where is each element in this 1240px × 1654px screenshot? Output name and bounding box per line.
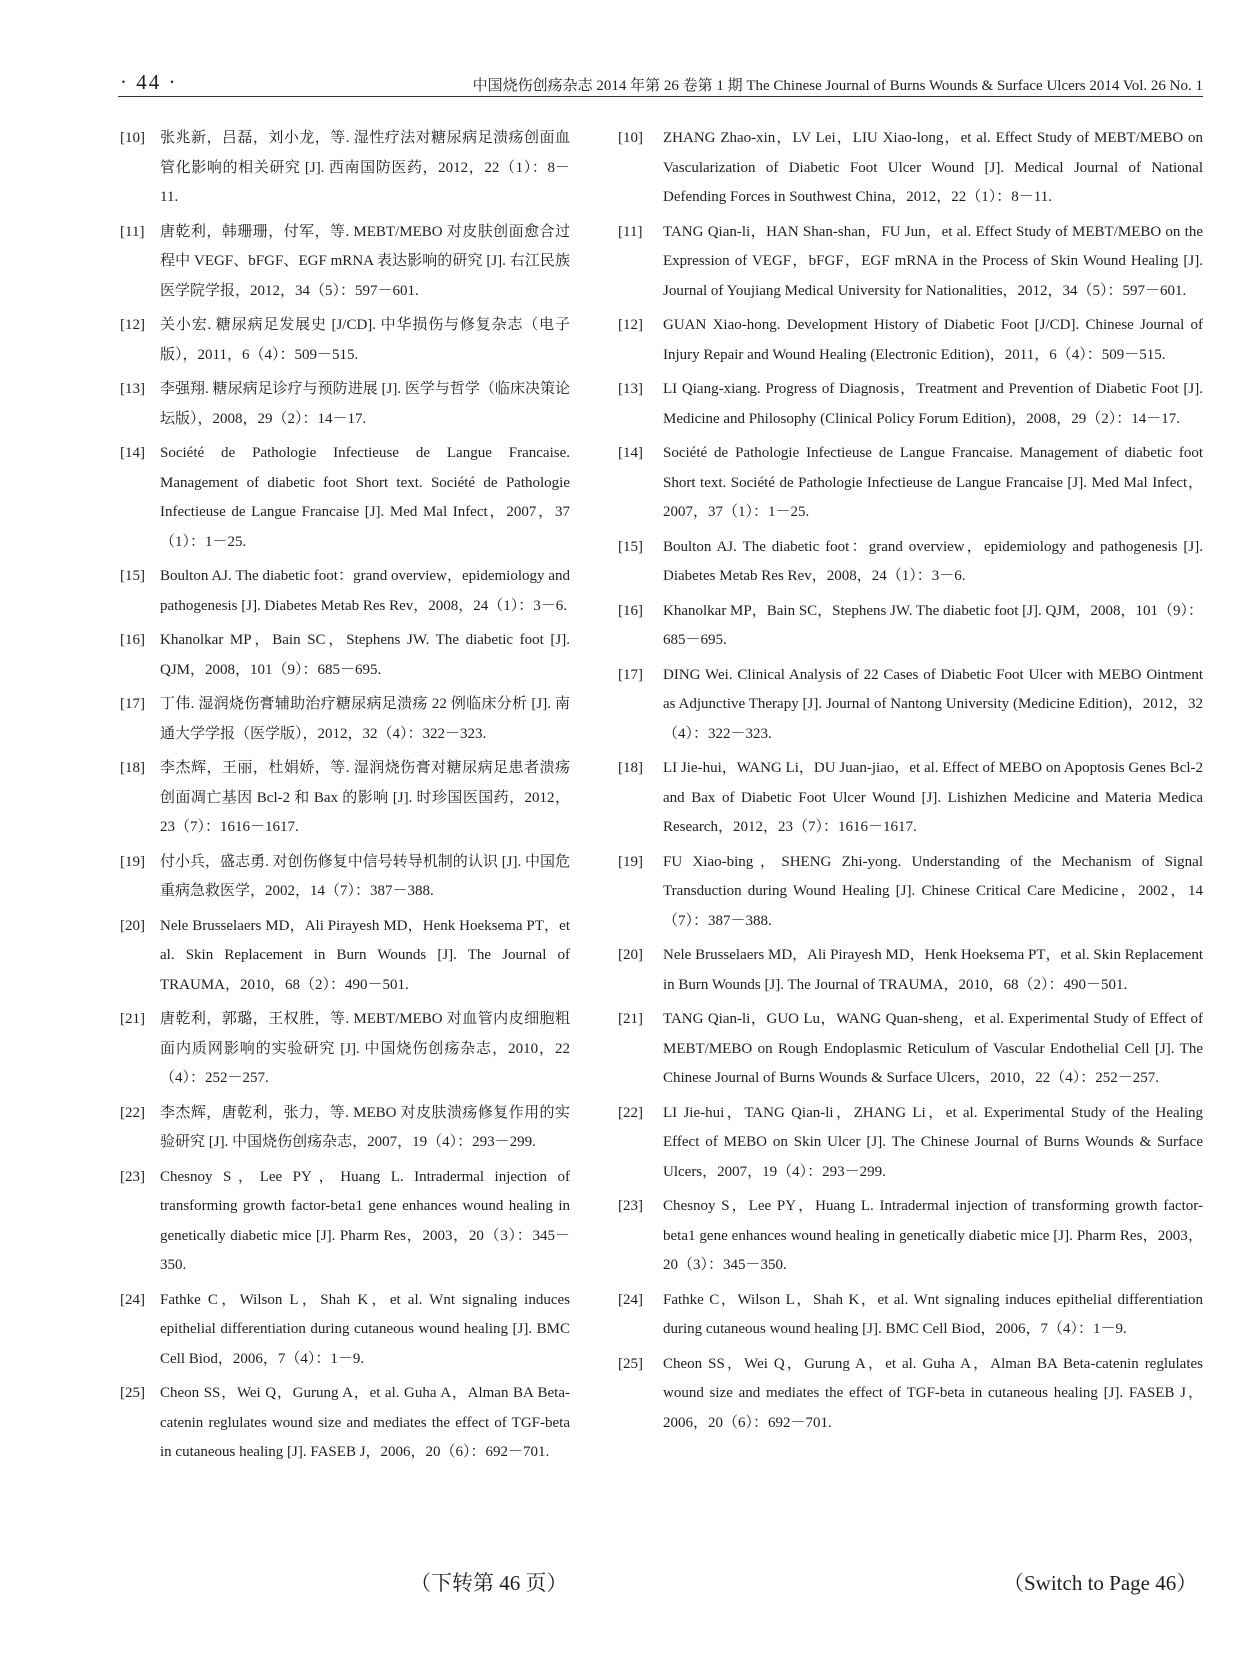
continued-note-english: （Switch to Page 46） [1003,1571,1198,1595]
reference-item [118,848,570,907]
reference-text: Fathke C，Wilson L，Shah K，et al. Wnt signaling induces epithelial differentiation during cutaneous wound healing [J]. BMC Cell Biod，2006，7（4）：1－9. [160,1291,570,1367]
reference-text: Khanolkar MP，Bain SC，Stephens JW. The diabetic foot [J]. QJM，2008，101（9）：685－695. [160,632,570,678]
reference-number: [10] [618,130,643,146]
reference-number: [25] [120,1385,145,1401]
reference-text: Nele Brusselaers MD，Ali Pirayesh MD，Henk Hoeksema PT，et al. Skin Replacement in Burn Wounds [J]. The Journal of TRAUMA，2010，68（2）：490－501. [160,917,570,993]
reference-text: 付小兵，盛志勇. 对创伤修复中信号转导机制的认识 [J]. 中国危重病急救医学，2002，14（7）：387－388. [160,853,570,899]
page-header [118,66,1203,97]
reference-text: ZHANG Zhao-xin，LV Lei，LIU Xiao-long，et al. Effect Study of MEBT/MEBO on Vascularization of Diabetic Foot Ulcer Wound [J]. Medical Journal of National Defending Forces in Southwest China，2012，22（1）：8－11. [663,130,1203,205]
reference-text: 丁伟. 湿润烧伤膏辅助治疗糖尿病足溃疡 22 例临床分析 [J]. 南通大学学报（医学版），2012，32（4）：322－323. [160,696,570,742]
reference-number: [23] [618,1198,643,1214]
reference-text: Boulton AJ. The diabetic foot：grand overview，epidemiology and pathogenesis [J]. Diabetes Metab Res Rev，2008，24（1）：3－6. [160,568,570,614]
reference-item [118,218,570,307]
reference-text: TANG Qian-li，HAN Shan-shan，FU Jun，et al. Effect Study of MEBT/MEBO on the Expression of VEGF，bFGF，EGF mRNA in the Process of Skin Wound Healing [J]. Journal of Youjiang Medical University for Nationalities，2012，34（5）：597－601. [663,223,1203,299]
reference-item [618,661,1203,750]
reference-number: [19] [120,853,145,870]
reference-number: [14] [618,445,643,461]
reference-item [118,311,570,370]
reference-number: [17] [618,666,643,683]
reference-item [618,597,1203,656]
running-title: 中国烧伤创疡杂志 2014 年第 26 卷第 1 期 The Chinese Journal of Burns Wounds & Surface Ulcers 2014 Vol. 26 No. 1 [472,78,1203,94]
reference-text: 李杰辉，王丽，杜娟娇，等. 湿润烧伤膏对糖尿病足患者溃疡创面凋亡基因 Bcl-2 和 Bax 的影响 [J]. 时珍国医国药，2012，23（7）：1616－1617. [160,760,570,835]
reference-item [118,1099,570,1158]
reference-text: Chesnoy S，Lee PY，Huang L. Intradermal injection of transforming growth factor-beta1 gene enhances wound healing in genetically diabetic mice [J]. Pharm Res，2003，20（3）：345－350. [160,1168,570,1273]
reference-number: [24] [120,1291,145,1308]
reference-item [618,1286,1203,1345]
reference-text: Société de Pathologie Infectieuse de Langue Francaise. Management of diabetic foot Short text. Société de Pathologie Infectieuse de Langue Francaise [J]. Med Mal Infect，2007，37（1）：1－25. [160,445,570,550]
reference-item [118,754,570,843]
reference-text: GUAN Xiao-hong. Development History of Diabetic Foot [J/CD]. Chinese Journal of Injury Repair and Wound Healing (Electronic Edition)，2011，6（4）：509－515. [663,317,1203,363]
reference-number: [22] [120,1104,145,1121]
reference-text: 唐乾利，郭璐，王权胜，等. MEBT/MEBO 对血管内皮细胞粗面内质网影响的实验研究 [J]. 中国烧伤创疡杂志，2010，22（4）：252－257. [160,1011,570,1086]
reference-text: 李杰辉，唐乾利，张力，等. MEBO 对皮肤溃疡修复作用的实验研究 [J]. 中国烧伤创疡杂志，2007，19（4）：293－299. [160,1104,570,1150]
reference-number: [15] [618,538,643,555]
reference-item [118,626,570,685]
reference-text: 李强翔. 糖尿病足诊疗与预防进展 [J]. 医学与哲学（临床决策论坛版），2008，29（2）：14－17. [160,381,570,427]
reference-number: [12] [120,317,145,333]
reference-text: Khanolkar MP，Bain SC，Stephens JW. The diabetic foot [J]. QJM，2008，101（9）：685－695. [663,602,1203,648]
page-number: · 44 · [120,70,178,94]
reference-item [118,124,570,213]
reference-item [618,1005,1203,1094]
reference-number: [24] [618,1291,643,1308]
reference-item [618,533,1203,592]
reference-item [118,1005,570,1094]
reference-item [618,848,1203,937]
reference-text: Cheon SS，Wei Q，Gurung A，et al. Guha A，Alman BA Beta-catenin reglulates wound size and mediates the effect of TGF-beta in cutaneous healing [J]. FASEB J，2006，20（6）：692－701. [663,1355,1203,1431]
reference-text: DING Wei. Clinical Analysis of 22 Cases of Diabetic Foot Ulcer with MEBO Ointment as Adjunctive Therapy [J]. Journal of Nantong University (Medicine Edition)，2012，32（4）：322－323. [663,666,1203,742]
reference-text: LI Jie-hui，WANG Li，DU Juan-jiao，et al. Effect of MEBO on Apoptosis Genes Bcl-2 and Bax of Diabetic Foot Ulcer Wound [J]. Lishizhen Medicine and Materia Medica Research，2012，23（7）：1616－1617. [663,760,1203,835]
reference-number: [20] [120,917,145,934]
reference-number: [16] [618,602,643,619]
reference-number: [22] [618,1104,643,1121]
reference-text: Cheon SS，Wei Q，Gurung A，et al. Guha A，Alman BA Beta-catenin reglulates wound size and mediates the effect of TGF-beta in cutaneous healing [J]. FASEB J，2006，20（6）：692－701. [160,1385,570,1460]
reference-item [618,439,1203,528]
reference-text: LI Qiang-xiang. Progress of Diagnosis，Treatment and Prevention of Diabetic Foot [J]. Medicine and Philosophy (Clinical Policy Forum Edition)，2008，29（2）：14－17. [663,381,1203,427]
reference-text: 关小宏. 糖尿病足发展史 [J/CD]. 中华损伤与修复杂志（电子版），2011，6（4）：509－515. [160,317,570,363]
reference-item [618,754,1203,843]
reference-text: LI Jie-hui，TANG Qian-li，ZHANG Li，et al. Experimental Study of the Healing Effect of MEBO on Skin Ulcer [J]. The Chinese Journal of Burns Wounds & Surface Ulcers，2007，19（4）：293－299. [663,1104,1203,1180]
reference-item [118,1379,570,1468]
reference-item [618,1099,1203,1188]
reference-number: [14] [120,445,145,461]
reference-number: [18] [618,760,643,776]
reference-item [618,218,1203,307]
reference-text: 张兆新，吕磊，刘小龙，等. 湿性疗法对糖尿病足溃疡创面血管化影响的相关研究 [J]. 西南国防医药，2012，22（1）：8－11. [160,130,570,205]
reference-text: Fathke C，Wilson L，Shah K，et al. Wnt signaling induces epithelial differentiation during cutaneous wound healing [J]. BMC Cell Biod，2006，7（4）：1－9. [663,1291,1203,1337]
reference-text: Société de Pathologie Infectieuse de Langue Francaise. Management of diabetic foot Short text. Société de Pathologie Infectieuse de Langue Francaise [J]. Med Mal Infect，2007，37（1）：1－25. [663,445,1203,520]
reference-item [118,1286,570,1375]
reference-number: [23] [120,1168,145,1185]
reference-text: Nele Brusselaers MD，Ali Pirayesh MD，Henk Hoeksema PT，et al. Skin Replacement in Burn Wounds [J]. The Journal of TRAUMA，2010，68（2）：490－501. [663,947,1203,993]
reference-number: [12] [618,317,643,333]
reference-number: [21] [618,1011,643,1027]
reference-number: [21] [120,1011,145,1027]
reference-number: [18] [120,760,145,776]
reference-text: Chesnoy S，Lee PY，Huang L. Intradermal injection of transforming growth factor-beta1 gene enhances wound healing in genetically diabetic mice [J]. Pharm Res，2003，20（3）：345－350. [663,1198,1203,1273]
reference-item [118,1163,570,1281]
reference-item [118,912,570,1001]
reference-text: TANG Qian-li，GUO Lu，WANG Quan-sheng，et al. Experimental Study of Effect of MEBT/MEBO on Rough Endoplasmic Reticulum of Vascular Endothelial Cell [J]. The Chinese Journal of Burns Wounds & Surface Ulcers，2010，22（4）：252－257. [663,1011,1203,1086]
reference-item [618,1192,1203,1281]
reference-item [618,375,1203,434]
reference-item [118,375,570,434]
reference-text: FU Xiao-bing，SHENG Zhi-yong. Understanding of the Mechanism of Signal Transduction during Wound Healing [J]. Chinese Critical Care Medicine，2002，14（7）：387－388. [663,853,1203,929]
reference-text: Boulton AJ. The diabetic foot：grand overview，epidemiology and pathogenesis [J]. Diabetes Metab Res Rev，2008，24（1）：3－6. [663,538,1203,584]
reference-number: [17] [120,696,145,712]
reference-item [618,941,1203,1000]
reference-item [618,311,1203,370]
reference-number: [16] [120,632,145,648]
reference-number: [11] [120,223,145,240]
reference-number: [15] [120,568,145,584]
reference-item [118,439,570,557]
reference-number: [10] [120,130,145,146]
reference-list-english [618,124,1203,1443]
reference-item [618,1350,1203,1439]
reference-item [618,124,1203,213]
reference-number: [20] [618,947,643,963]
reference-text: 唐乾利，韩珊珊，付军，等. MEBT/MEBO 对皮肤创面愈合过程中 VEGF、bFGF、EGF mRNA 表达影响的研究 [J]. 右江民族医学院学报，2012，34（5）：597－601. [160,223,570,299]
reference-number: [25] [618,1355,643,1372]
reference-item [118,562,570,621]
reference-number: [13] [120,381,145,397]
reference-item [118,690,570,749]
reference-number: [19] [618,853,643,870]
reference-number: [11] [618,223,643,240]
reference-number: [13] [618,381,643,397]
reference-list-chinese [118,124,570,1473]
continued-note-chinese: （下转第 46 页） [410,1571,568,1595]
